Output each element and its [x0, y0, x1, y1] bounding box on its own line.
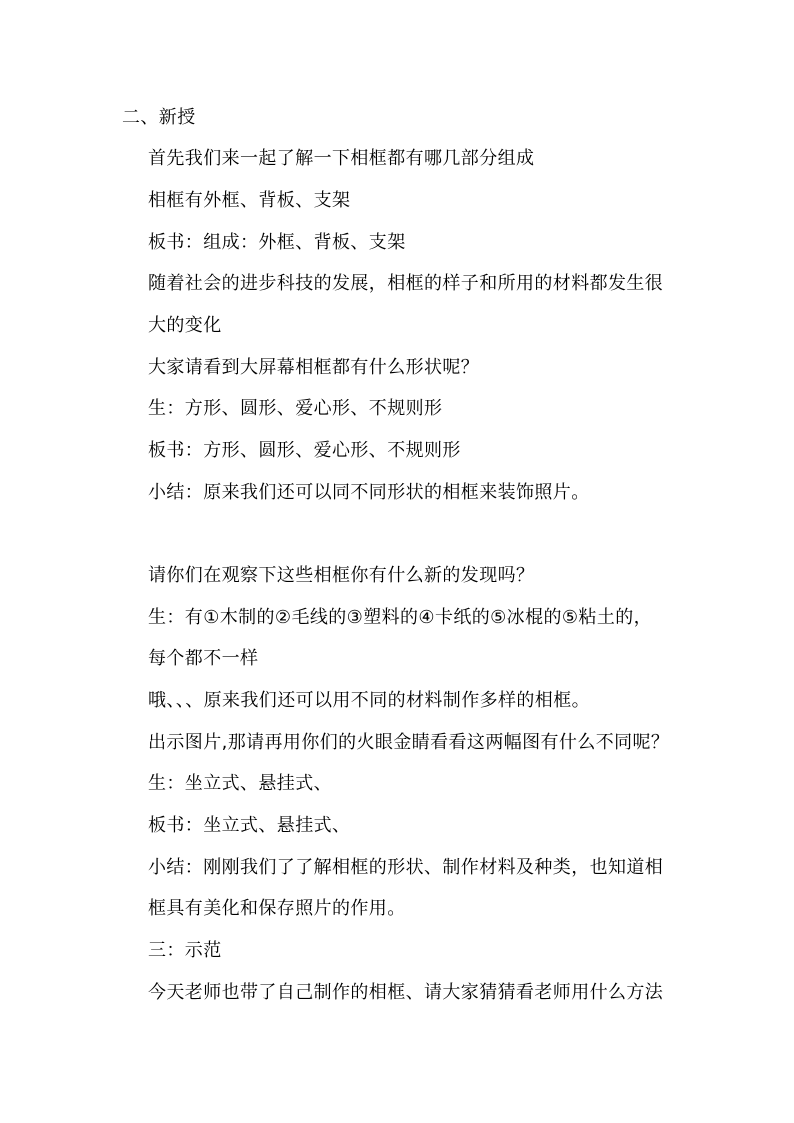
paragraph: 生：方形、圆形、爱心形、不规则形 [148, 398, 443, 419]
paragraph: 相框有外框、背板、支架 [148, 190, 351, 211]
paragraph: 生：坐立式、悬挂式、 [148, 773, 332, 794]
paragraph: 哦、、、原来我们还可以用不同的材料制作多样的相框。 [148, 690, 590, 711]
paragraph: 生：有①木制的②毛线的③塑料的④卡纸的⑤冰棍的⑤粘土的， [148, 607, 653, 628]
paragraph: 板书：方形、圆形、爱心形、不规则形 [148, 440, 461, 461]
paragraph: 板书：组成：外框、背板、支架 [148, 232, 406, 253]
section-heading-shifan: 三：示范 [148, 940, 222, 961]
section-heading-xinshou: 二、新授 [122, 107, 196, 128]
paragraph: 首先我们来一起了解一下相框都有哪几部分组成 [148, 148, 535, 169]
paragraph: 随着社会的进步科技的发展，相框的样子和所用的材料都发生很 [148, 273, 664, 294]
paragraph: 今天老师也带了自己制作的相框、请大家猜猜看老师用什么方法 [148, 982, 664, 1003]
paragraph-continuation: 每个都不一样 [148, 648, 259, 669]
paragraph: 出示图片,那请再用你们的火眼金睛看看这两幅图有什么不同呢？ [148, 732, 670, 753]
paragraph: 请你们在观察下这些相框你有什么新的发现吗？ [148, 565, 535, 586]
paragraph: 小结：刚刚我们了了解相框的形状、制作材料及种类，也知道相 [148, 857, 664, 878]
paragraph: 小结：原来我们还可以同不同形状的相框来装饰照片。 [148, 482, 590, 503]
paragraph-continuation: 大的变化 [148, 315, 222, 336]
paragraph: 大家请看到大屏幕相框都有什么形状呢？ [148, 357, 480, 378]
paragraph-continuation: 框具有美化和保存照片的作用。 [148, 898, 406, 919]
paragraph: 板书：坐立式、悬挂式、 [148, 815, 351, 836]
